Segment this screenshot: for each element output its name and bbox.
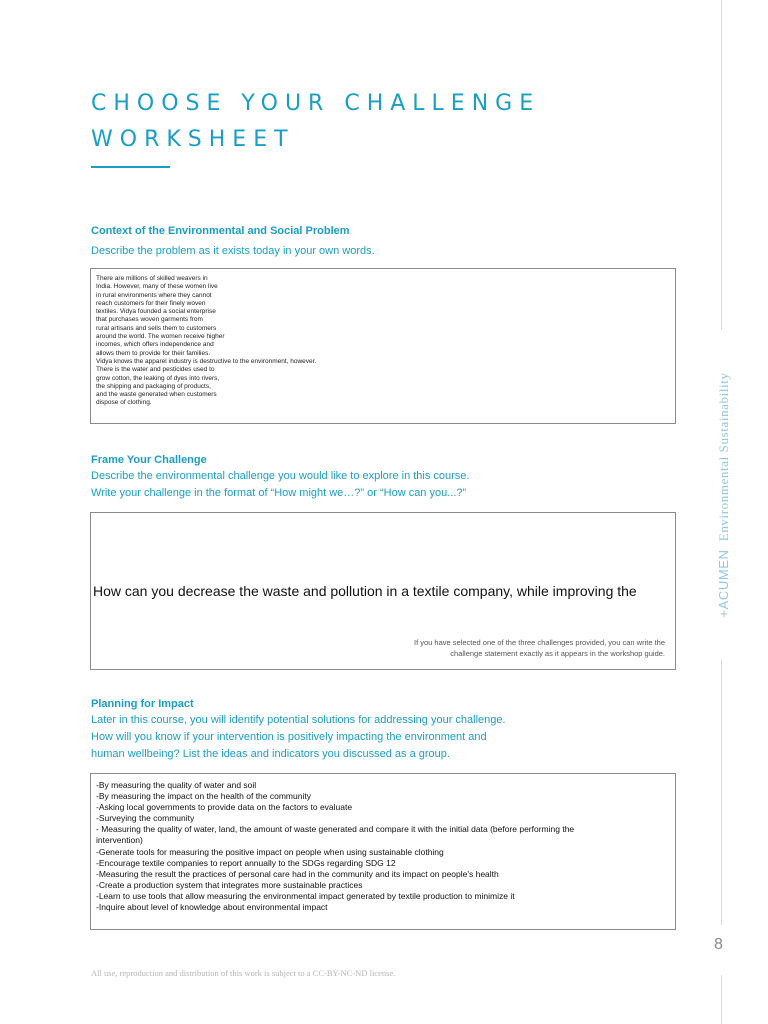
sidebar-course-label [716, 372, 732, 617]
frame-description [91, 468, 651, 502]
challenge-note [414, 637, 665, 659]
context-answer-line: that purchases woven garments from [96, 316, 203, 324]
page-title-line2: WORKSHEET [91, 127, 295, 152]
frame-description-line2: Write your challenge in the format of “How might we…?” or “How can you...?” [91, 487, 467, 499]
challenge-note-line1: If you have selected one of the three challenges provided, you can write the [414, 638, 665, 647]
context-answer-line: dispose of clothing. [96, 399, 152, 407]
sidebar-subject: Environmental Sustainability [716, 372, 731, 542]
planning-answer-line: -Create a production system that integrates more sustainable practices [96, 879, 363, 890]
context-answer-line: India. However, many of these women live [96, 283, 218, 291]
page-title [91, 86, 651, 158]
planning-answer-line: -Measuring the result the practices of personal care had in the community and its impact on people's health [96, 868, 499, 879]
context-answer-line: around the world. The women receive higher [96, 333, 225, 341]
frame-description-line1: Describe the environmental challenge you would like to explore in this course. [91, 470, 470, 482]
planning-description-line2: How will you know if your intervention is positively impacting the environment and [91, 731, 487, 743]
planning-answer-line: -Asking local governments to provide data on the factors to evaluate [96, 802, 353, 813]
context-answer-line: in rural environments where they cannot [96, 291, 212, 299]
context-answer-line: textiles. Vidya founded a social enterprise [96, 308, 216, 316]
planning-description-line1: Later in this course, you will identify potential solutions for addressing your challenge. [91, 714, 506, 726]
context-answer-line: incomes, which offers independence and [96, 341, 214, 349]
context-answer-box[interactable] [90, 268, 676, 424]
context-answer-line: There is the water and pesticides used to [96, 366, 215, 374]
planning-answer-line: -By measuring the quality of water and soil [96, 780, 257, 790]
page-title-line1: CHOOSE YOUR CHALLENGE [91, 91, 541, 116]
planning-description-line3: human wellbeing? List the ideas and indicators you discussed as a group. [91, 748, 450, 760]
planning-answer-text [96, 780, 672, 913]
context-answer-line: rural artisans and sells them to customers [96, 324, 217, 332]
context-answer-line: and the waste generated when customers [96, 391, 217, 399]
planning-answer-line: intervention) [96, 835, 143, 846]
challenge-note-line2: challenge statement exactly as it appears in the workshop guide. [450, 649, 665, 658]
planning-answer-line: -Learn to use tools that allow measuring the environmental impact generated by textile production to minimize it [96, 890, 515, 901]
context-answer-line: There are millions of skilled weavers in [96, 275, 208, 282]
context-answer-line: grow cotton, the leaking of dyes into rivers, [96, 374, 220, 382]
context-answer-line: the shipping and packaging of products, [96, 382, 211, 390]
planning-answer-line: -By measuring the impact on the health of the community [96, 791, 311, 802]
context-answer-text [96, 275, 316, 408]
planning-heading: Planning for Impact [91, 698, 194, 710]
frame-heading: Frame Your Challenge [91, 454, 207, 466]
context-answer-line: reach customers for their finely woven [96, 299, 206, 307]
context-heading: Context of the Environmental and Social Problem [91, 225, 350, 237]
planning-description [91, 712, 651, 763]
planning-answer-line: -Generate tools for measuring the positive impact on people when using sustainable clothing [96, 846, 444, 857]
title-underline [91, 166, 170, 168]
challenge-statement: How can you decrease the waste and pollution in a textile company, while improving the [93, 583, 637, 599]
context-description: Describe the problem as it exists today in your own words. [91, 245, 375, 257]
planning-answer-line: -Surveying the community [96, 813, 195, 824]
planning-answer-line: -Encourage textile companies to report annually to the SDGs regarding SDG 12 [96, 857, 396, 868]
planning-answer-line: - Measuring the quality of water, land, the amount of waste generated and compare it with the initial data (before performing the [96, 824, 575, 835]
license-footer: All use, reproduction and distribution of this work is subject to a CC-BY-NC-ND license. [91, 968, 396, 978]
context-answer-line: allows them to provide for their families. [96, 349, 211, 357]
planning-answer-line: -Inquire about level of knowledge about environmental impact [96, 902, 328, 913]
planning-answer-box[interactable] [90, 773, 676, 930]
context-answer-line: Vidya knows the apparel industry is destructive to the environment, however. [96, 357, 317, 365]
challenge-answer-box[interactable] [90, 512, 676, 670]
page-number: 8 [714, 936, 723, 953]
sidebar-brand: +ACUMEN [716, 549, 731, 618]
